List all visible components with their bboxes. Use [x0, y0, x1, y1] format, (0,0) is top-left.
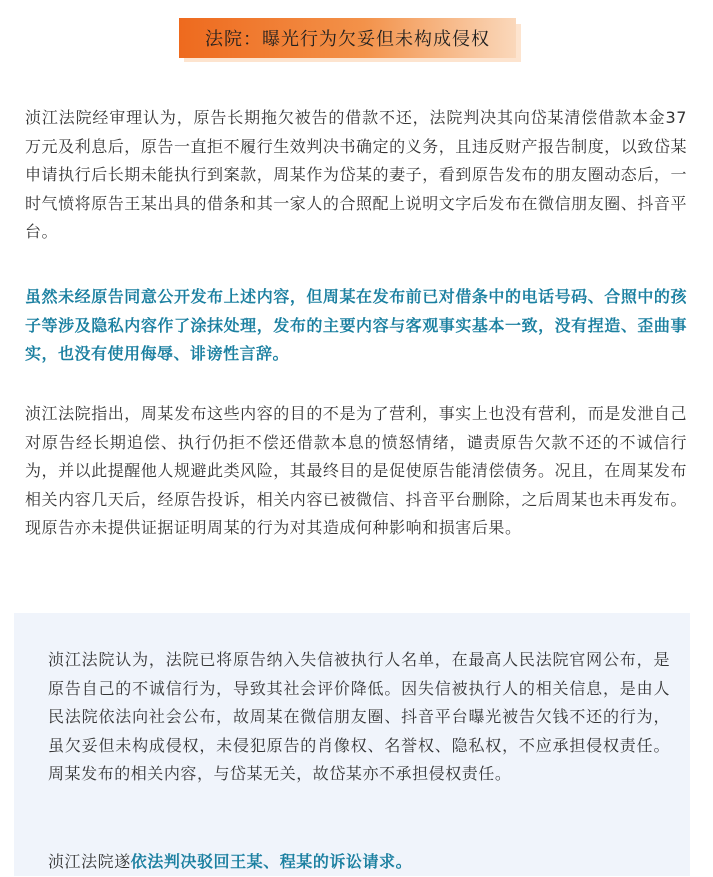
conclusion-paragraph: 浈江法院认为，法院已将原告纳入失信被执行人名单，在最高人民法院官网公布，是原告自己的不诚信行为，导致其社会评价降低。因失信被执行人的相关信息，是由人民法院依法向社会公布，故周某在微信朋友圈、抖音平台曝光被告欠钱不还的行为，虽欠妥但未构成侵权，未侵犯原告的肖像权、名誉权、隐私权，不应承担侵权责任。周某发布的相关内容，与岱某无关，故岱某亦不承担侵权责任。	[48, 650, 670, 783]
paragraph-highlight-privacy: 虽然未经原告同意公开发布上述内容，但周某在发布前已对借条中的电话号码、合照中的孩子等涉及隐私内容作了涂抹处理，发布的主要内容与客观事实基本一致，没有捏造、歪曲事实，也没有使用侮辱、诽谤性言辞。	[25, 287, 687, 363]
paragraph-court-points-out: 浈江法院指出，周某发布这些内容的目的不是为了营利，事实上也没有营利，而是发泄自己对原告经长期追偿、执行仍拒不偿还借款本息的愤怒情绪，谴责原告欠款不还的不诚信行为，并以此提醒他人规避此类风险，其最终目的是促使原告能清偿债务。况且，在周某发布相关内容几天后，经原告投诉，相关内容已被微信、抖音平台删除，之后周某也未再发布。现原告亦未提供证据证明周某的行为对其造成何种影响和损害后果。	[25, 404, 688, 537]
verdict-prefix: 浈江法院遂	[48, 852, 131, 871]
verdict-paragraph	[48, 848, 670, 877]
section-title-banner	[179, 18, 521, 62]
verdict-highlight: 依法判决驳回王某、程某的诉讼请求。	[130, 852, 413, 871]
title-box	[179, 18, 516, 58]
section-title: 法院：曝光行为欠妥但未构成侵权	[205, 29, 490, 50]
paragraph-court-review: 浈江法院经审理认为，原告长期拖欠被告的借款不还，法院判决其向岱某清偿借款本金37万元及利息后，原告一直拒不履行生效判决书确定的义务，且违反财产报告制度，以致岱某申请执行后长期未能执行到案款，周某作为岱某的妻子，看到原告发布的朋友圈动态后，一时气愤将原告王某出具的借条和其一家人的合照配上说明文字后发布在微信朋友圈、抖音平台。	[25, 108, 688, 241]
